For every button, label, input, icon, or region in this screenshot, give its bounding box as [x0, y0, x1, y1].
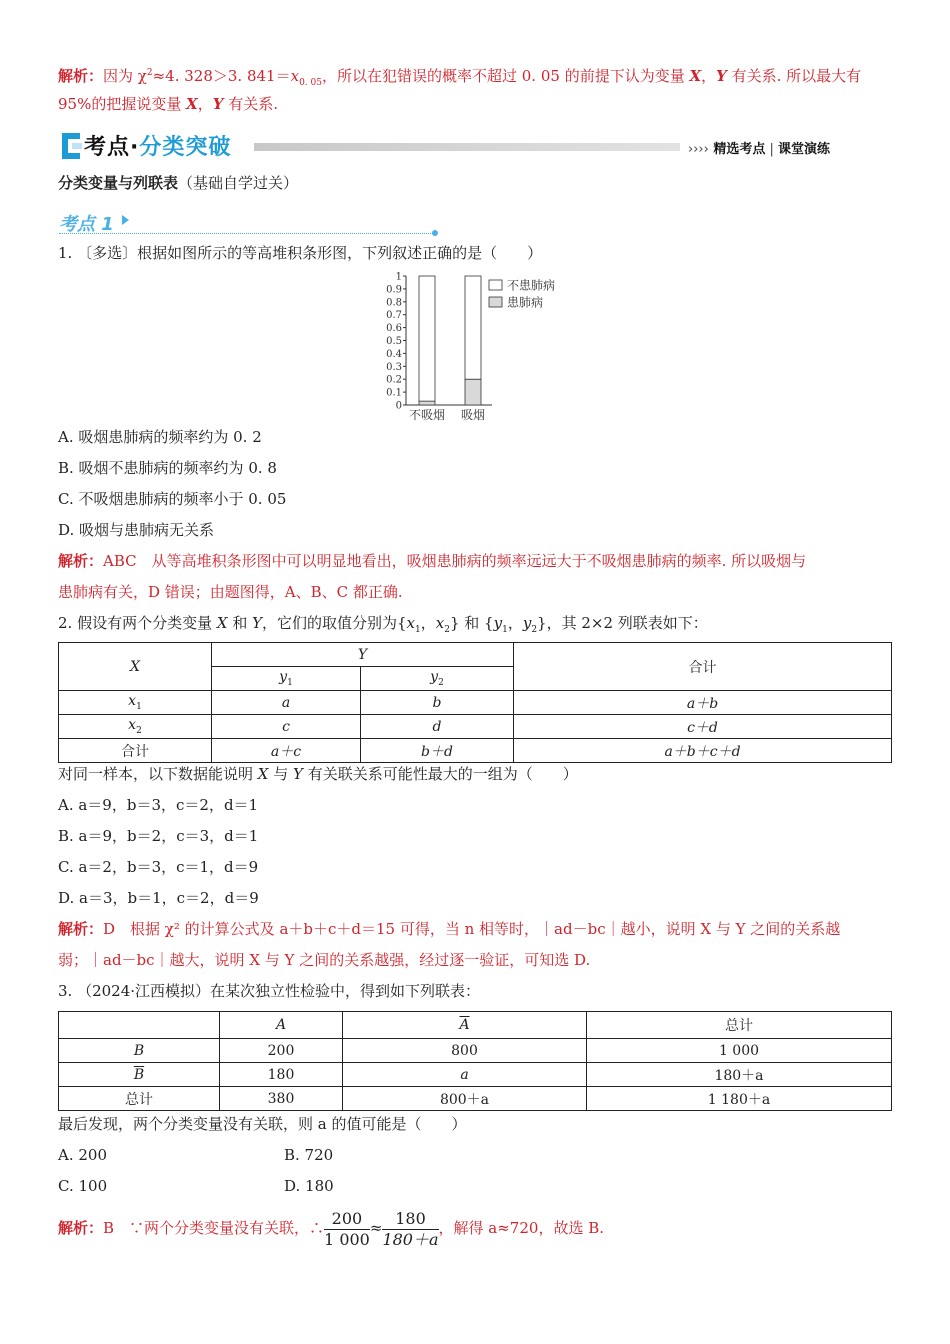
- cell: b: [361, 691, 514, 715]
- bar-disease: [419, 401, 435, 405]
- header-x: X: [59, 643, 212, 691]
- legend-swatch: [489, 297, 502, 307]
- row-label-x2: $x_2$: [59, 715, 212, 739]
- table-row: [59, 739, 892, 763]
- table-row: [59, 691, 892, 715]
- q3-option-c: C. 100: [58, 1177, 108, 1195]
- y-tick-label: 0.1: [386, 387, 402, 399]
- row-label-total: 合计: [59, 739, 212, 763]
- top-explanation-line1: [58, 62, 898, 94]
- header-a: A: [220, 1012, 343, 1039]
- row-label-x1: $x_1$: [59, 691, 212, 715]
- q1-option-d: D. 吸烟与患肺病无关系: [58, 521, 215, 539]
- y-tick-label: 0.2: [386, 374, 402, 386]
- cell: a: [212, 691, 361, 715]
- y-tick-label: 0.7: [386, 310, 402, 322]
- banner-right: ›››› 精选考点 | 课堂演练: [688, 142, 831, 157]
- fraction-2: $\frac{180}{180+a}$: [382, 1208, 439, 1249]
- q1-stem: 1. 〔多选〕根据如图所示的等高堆积条形图，下列叙述正确的是（ ）: [58, 244, 543, 262]
- cell: 800: [343, 1039, 587, 1063]
- y-tick-label: 0.6: [386, 323, 402, 335]
- cell: 200: [220, 1039, 343, 1063]
- q2-option-c: C. a＝2，b＝3，c＝1，d＝9: [58, 858, 259, 876]
- cell: a＋b＋c＋d: [514, 739, 892, 763]
- q2-answer-line1: 解析：D 根据 χ² 的计算公式及 a＋b＋c＋d＝15 可得，当 n 相等时，｜ad－bc｜越小，说明 X 与 Y 之间的关系越: [58, 920, 841, 938]
- y-tick-label: 0.4: [386, 348, 402, 360]
- y-tick-label: 0: [395, 400, 402, 412]
- row-label-b: B: [59, 1039, 220, 1063]
- q2-stem: 2. 假设有两个分类变量 X 和 Y，它们的取值分别为{$x_1$，$x_2$} 和 {$y_1$，$y_2$}，其 2×2 列联表如下：: [58, 614, 708, 635]
- table-row: [59, 1087, 892, 1111]
- header-empty: [59, 1012, 220, 1039]
- banner-icon: [58, 131, 84, 161]
- q3-option-b: B. 720: [284, 1146, 334, 1164]
- header-total: 总计: [587, 1012, 892, 1039]
- cell: 180＋a: [587, 1063, 892, 1087]
- table-row: [59, 715, 892, 739]
- header-y2: $y_2$: [361, 667, 514, 691]
- explanation-label: 解析：: [58, 67, 104, 85]
- fraction-1: $\frac{200}{1 000}$: [324, 1208, 370, 1249]
- q3-stem: 3. （2024·江西模拟）在某次独立性检验中，得到如下列联表：: [58, 982, 481, 1000]
- x-tick-label: 不吸烟: [408, 408, 446, 422]
- q2-option-d: D. a＝3，b＝1，c＝2，d＝9: [58, 889, 259, 907]
- q2-question: 对同一样本，以下数据能说明 X 与 Y 有关联关系可能性最大的一组为（ ）: [58, 765, 578, 783]
- q2-option-b: B. a＝9，b＝2，c＝3，d＝1: [58, 827, 259, 845]
- header-a-bar: $\overline{A}$: [343, 1012, 587, 1039]
- y-tick-label: 0.9: [386, 284, 402, 296]
- x-tick-label: 吸烟: [460, 408, 486, 422]
- explanation-text: 因为 $\chi^2\approx 4$. 328＞3. $841=x_{0. 05}$，所以在犯错误的概率不超过 0. 05 的前提下认为变量 X，Y 有关系. 所以最大有: [103, 67, 862, 88]
- cell: a＋c: [212, 739, 361, 763]
- header-y1: $y_1$: [212, 667, 361, 691]
- stacked-bar-chart: [370, 270, 580, 430]
- cell: a: [343, 1063, 587, 1087]
- q3-option-d: D. 180: [284, 1177, 334, 1195]
- banner-bar: [254, 143, 680, 151]
- q3-option-a: A. 200: [58, 1146, 107, 1164]
- q3-question: 最后发现，两个分类变量没有关联，则 a 的值可能是（ ）: [58, 1115, 467, 1133]
- legend-label: 不患肺病: [507, 278, 556, 293]
- q1-option-c: C. 不吸烟患肺病的频率小于 0. 05: [58, 490, 287, 508]
- y-tick-label: 0.5: [386, 336, 402, 347]
- y-tick-label: 0.8: [386, 297, 402, 309]
- bar-no-disease: [465, 276, 481, 379]
- q2-option-a: A. a＝9，b＝3，c＝2，d＝1: [58, 796, 259, 814]
- legend-swatch: [489, 280, 502, 290]
- cell: 1 180＋a: [587, 1087, 892, 1111]
- q2-contingency-table: [58, 642, 892, 763]
- play-icon: [122, 215, 129, 225]
- cell: c＋d: [514, 715, 892, 739]
- y-tick-label: 1: [395, 271, 402, 283]
- row-label-total: 总计: [59, 1087, 220, 1111]
- row-label-b-bar: $\overline{B}$: [59, 1063, 220, 1087]
- y-tick-label: 0.3: [386, 361, 402, 373]
- banner-title: 考点·分类突破: [84, 135, 232, 160]
- cell: 380: [220, 1087, 343, 1111]
- cell: 180: [220, 1063, 343, 1087]
- chevrons-icon: ››››: [688, 142, 709, 157]
- q1-option-b: B. 吸烟不患肺病的频率约为 0. 8: [58, 459, 277, 477]
- kaodian-dot: [432, 230, 438, 236]
- header-y: Y: [212, 643, 514, 667]
- table-row: [59, 1063, 892, 1087]
- bar-disease: [465, 379, 481, 405]
- cell: a＋b: [514, 691, 892, 715]
- top-explanation-line2: 95%的把握说变量 X，Y 有关系.: [58, 95, 279, 113]
- cell: c: [212, 715, 361, 739]
- header-total: 合计: [514, 643, 892, 691]
- cell: 1 000: [587, 1039, 892, 1063]
- cell: 800＋a: [343, 1087, 587, 1111]
- q1-answer-line1: 解析：ABC 从等高堆积条形图中可以明显地看出，吸烟患肺病的频率远远大于不吸烟患肺病的频率. 所以吸烟与: [58, 552, 807, 570]
- cell: d: [361, 715, 514, 739]
- q3-contingency-table: [58, 1011, 892, 1111]
- table-row: [59, 1039, 892, 1063]
- kaodian-divider: [59, 233, 435, 234]
- bar-no-disease: [419, 276, 435, 401]
- q1-answer-line2: 患肺病有关，D 错误；由题图得，A、B、C 都正确.: [58, 583, 403, 601]
- legend-label: 患肺病: [507, 295, 544, 310]
- q1-option-a: A. 吸烟患肺病的频率约为 0. 2: [58, 428, 262, 446]
- q3-answer: 解析：B ∵两个分类变量没有关联，∴ $\frac{200}{1 000}$ ≈ $\frac{180}{180+a}$ ，解得 a≈720，故选 B.: [58, 1208, 605, 1249]
- q2-answer-line2: 弱；｜ad－bc｜越大，说明 X 与 Y 之间的关系越强，经过逐一验证，可知选 D.: [58, 951, 591, 969]
- section-title: 分类变量与列联表（基础自学过关）: [58, 174, 299, 192]
- cell: b＋d: [361, 739, 514, 763]
- kaodian-label: 考点 1: [59, 214, 114, 235]
